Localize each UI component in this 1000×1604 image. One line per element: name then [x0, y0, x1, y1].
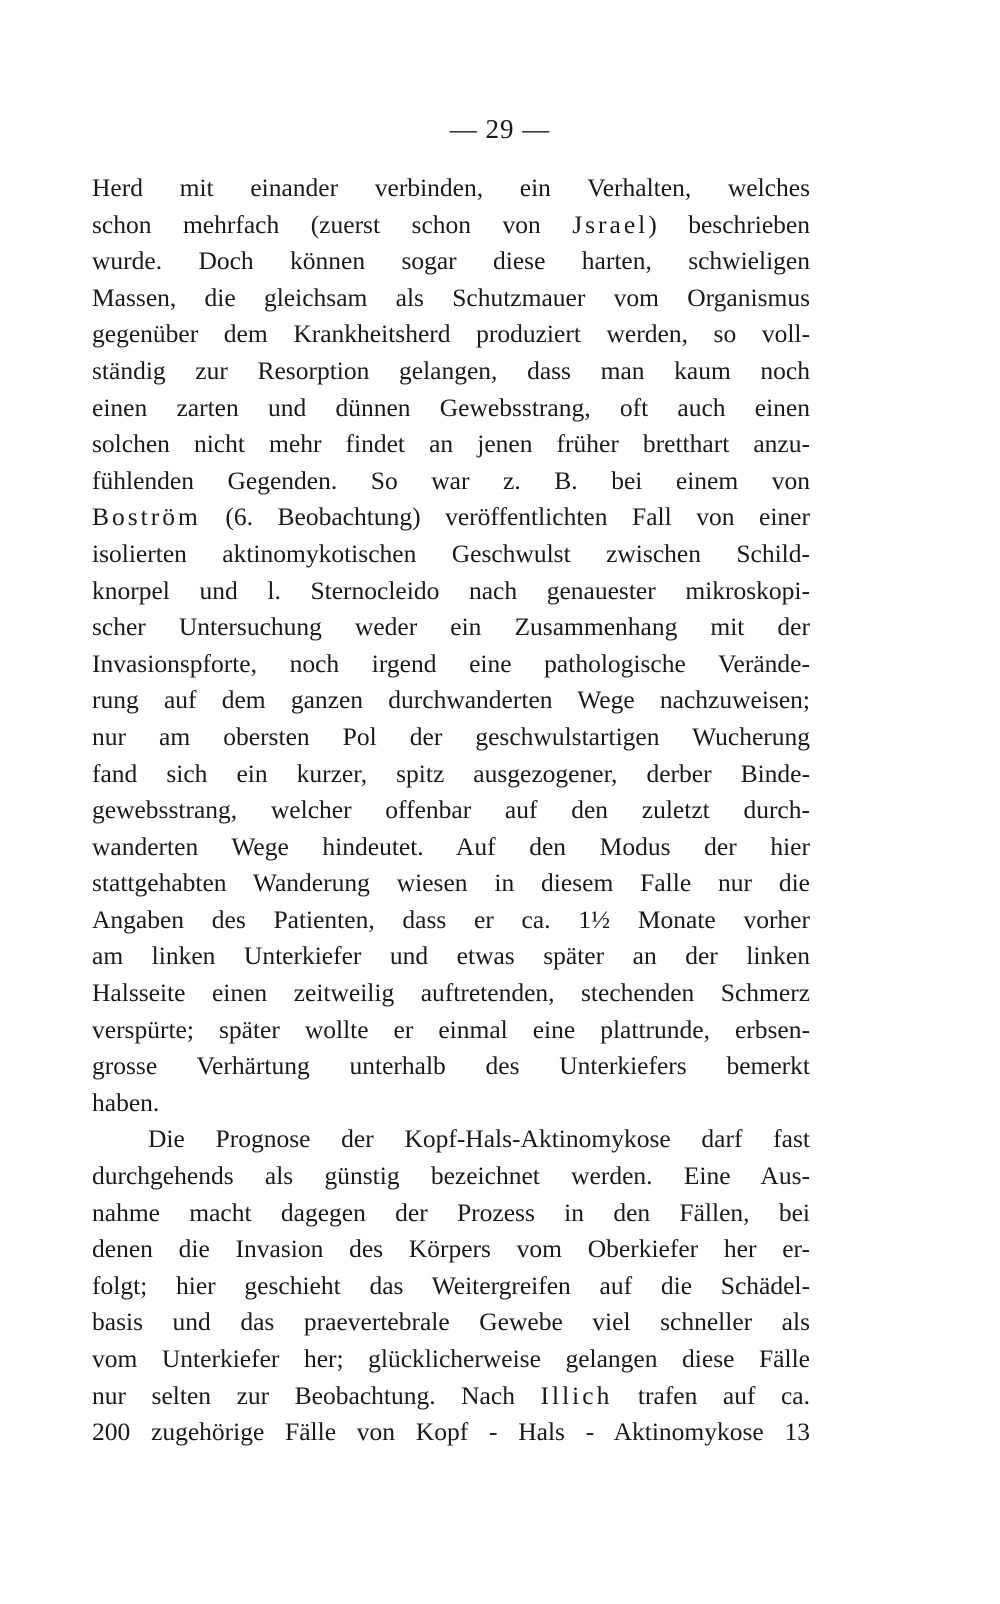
text-line — [92, 1012, 810, 1049]
text-segment: stattgehabten Wanderung wiesen in diesem Falle nur die — [92, 868, 810, 898]
text-line — [92, 573, 810, 610]
text-line — [92, 1085, 810, 1122]
text-segment: wurde. Doch können sogar diese harten, schwieligen — [92, 246, 810, 276]
text-line — [92, 1414, 810, 1451]
text-line — [92, 1121, 810, 1158]
text-segment: folgt; hier geschieht das Weitergreifen auf die Schädel- — [92, 1270, 810, 1300]
text-line — [92, 353, 810, 390]
text-segment: wanderten Wege hindeutet. Auf den Modus der hier — [92, 831, 810, 861]
text-line — [92, 1268, 810, 1305]
text-line — [92, 426, 810, 463]
text-segment: basis und das praevertebrale Gewebe viel schneller als — [92, 1307, 810, 1337]
text-line — [92, 792, 810, 829]
text-segment: ) beschrieben — [648, 209, 810, 239]
text-line — [92, 1231, 810, 1268]
text-segment: am linken Unterkiefer und etwas später an der linken — [92, 941, 810, 971]
text-line — [92, 463, 810, 500]
text-line — [92, 1195, 810, 1232]
text-line — [92, 243, 810, 280]
body-text — [92, 170, 810, 1451]
text-segment: nahme macht dagegen der Prozess in den Fällen, bei — [92, 1197, 810, 1227]
text-line — [92, 975, 810, 1012]
text-line — [92, 902, 810, 939]
text-segment: knorpel und l. Sternocleido nach genauester mikroskopi- — [92, 575, 810, 605]
text-line — [92, 756, 810, 793]
text-line — [92, 682, 810, 719]
text-segment: trafen auf ca. — [612, 1380, 810, 1410]
text-line — [92, 609, 810, 646]
text-line — [92, 170, 810, 207]
text-segment: Angaben des Patienten, dass er ca. 1½ Monate vorher — [92, 904, 810, 934]
text-line — [92, 1341, 810, 1378]
text-segment: Die Prognose der Kopf-Hals-Aktinomykose darf fast — [148, 1124, 810, 1154]
text-line — [92, 719, 810, 756]
text-segment: (6. Beobachtung) veröffentlichten Fall von einer — [200, 502, 810, 532]
text-segment: Massen, die gleichsam als Schutzmauer vom Organismus — [92, 282, 810, 312]
text-line — [92, 207, 810, 244]
text-segment: nur am obersten Pol der geschwulstartigen Wucherung — [92, 721, 810, 751]
text-line — [92, 280, 810, 317]
text-segment: 200 zugehörige Fälle von Kopf - Hals - Aktinomykose 13 — [92, 1417, 810, 1447]
text-segment: Invasionspforte, noch irgend eine pathologische Verände- — [92, 648, 810, 678]
text-segment: nur selten zur Beobachtung. Nach — [92, 1380, 541, 1410]
text-line — [92, 1158, 810, 1195]
text-line — [92, 390, 810, 427]
text-segment: gegenüber dem Krankheitsherd produziert werden, so voll- — [92, 319, 810, 349]
spaced-name: Boström — [92, 502, 201, 532]
text-line — [92, 1048, 810, 1085]
page-number: — 29 — — [449, 114, 551, 144]
text-segment: Halsseite einen zeitweilig auftretenden, stechenden Schmerz — [92, 978, 810, 1008]
text-segment: ständig zur Resorption gelangen, dass man kaum noch — [92, 355, 810, 385]
text-segment: fühlenden Gegenden. So war z. B. bei einem von — [92, 465, 810, 495]
text-line — [92, 1378, 810, 1415]
text-segment: haben. — [92, 1087, 160, 1117]
text-segment: schon mehrfach (zuerst schon von — [92, 209, 573, 239]
text-line — [92, 499, 810, 536]
text-line — [92, 938, 810, 975]
text-segment: durchgehends als günstig bezeichnet werden. Eine Aus- — [92, 1161, 810, 1191]
text-segment: isolierten aktinomykotischen Geschwulst zwischen Schild- — [92, 538, 810, 568]
text-line — [92, 1304, 810, 1341]
text-segment: Herd mit einander verbinden, ein Verhalten, welches — [92, 173, 810, 202]
text-segment: solchen nicht mehr findet an jenen früher bretthart anzu- — [92, 429, 810, 459]
text-line — [92, 646, 810, 683]
text-segment: einen zarten und dünnen Gewebsstrang, oft auch einen — [92, 392, 810, 422]
text-line — [92, 829, 810, 866]
text-line — [92, 316, 810, 353]
text-line — [92, 865, 810, 902]
spaced-name: Jsrael — [572, 209, 649, 239]
text-segment: grosse Verhärtung unterhalb des Unterkiefers bemerkt — [92, 1051, 810, 1081]
text-segment: scher Untersuchung weder ein Zusammenhang mit der — [92, 612, 810, 642]
text-line — [92, 536, 810, 573]
text-segment: denen die Invasion des Körpers vom Oberkiefer her er- — [92, 1234, 810, 1264]
spaced-name: Illich — [540, 1380, 613, 1410]
text-segment: rung auf dem ganzen durchwanderten Wege nachzuweisen; — [92, 685, 810, 715]
text-segment: gewebsstrang, welcher offenbar auf den zuletzt durch- — [92, 795, 810, 825]
text-segment: vom Unterkiefer her; glücklicherweise gelangen diese Fälle — [92, 1344, 810, 1373]
text-segment: verspürte; später wollte er einmal eine plattrunde, erbsen- — [92, 1014, 810, 1044]
text-segment: fand sich ein kurzer, spitz ausgezogener, derber Binde- — [92, 758, 810, 788]
